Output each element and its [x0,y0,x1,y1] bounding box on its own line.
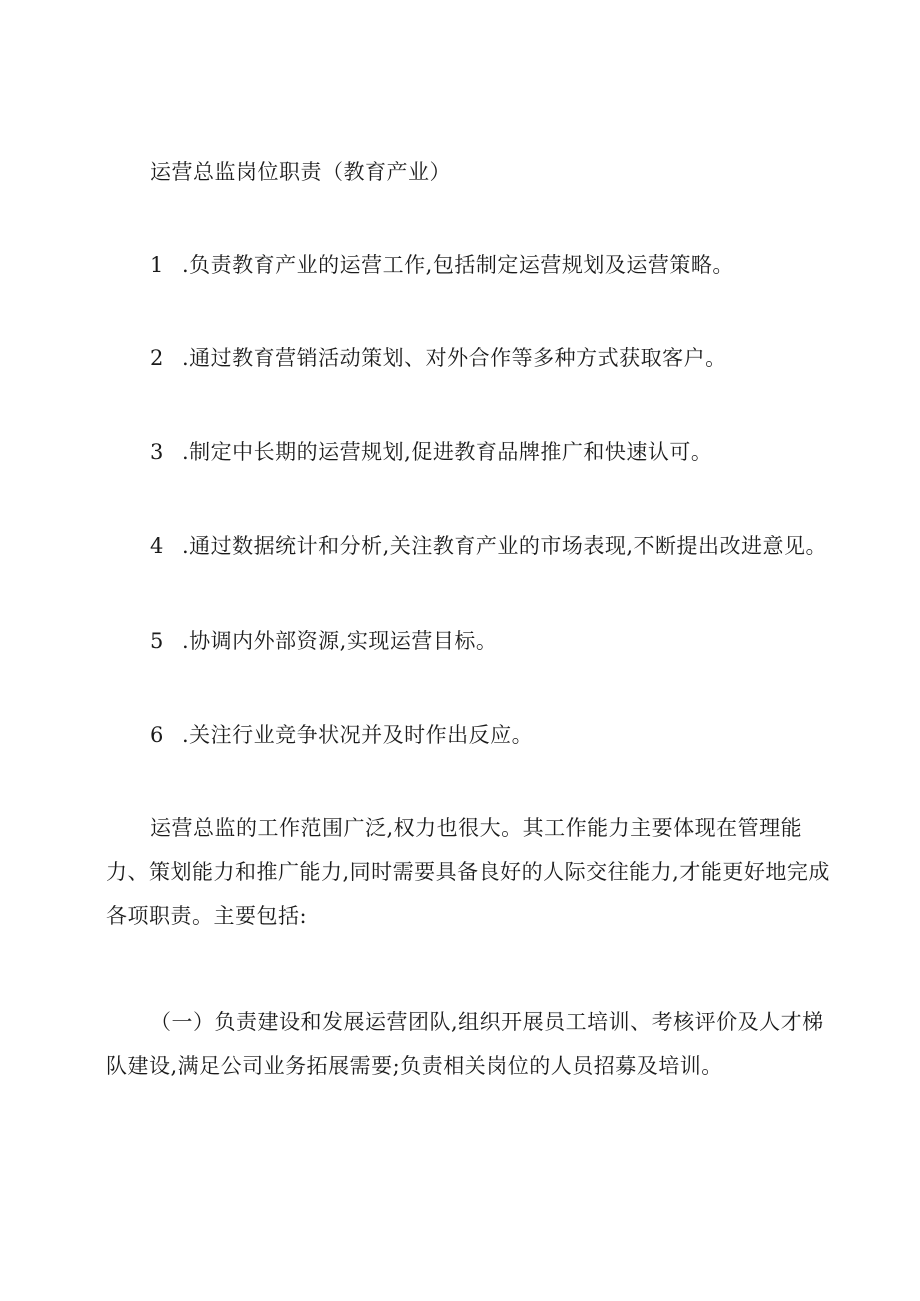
list-item [150,438,712,466]
list-item-text: .协调内外部资源,实现运营目标。 [182,629,498,653]
list-item [150,344,727,372]
list-item-text: .通过数据统计和分析,关注教育产业的市场表现,不断提出改进意见。 [182,534,828,558]
list-item-number: 2 [150,346,164,370]
list-item [150,721,533,749]
document-title: 运营总监岗位职责（教育产业） [150,160,451,184]
list-item-number: 5 [150,629,164,653]
list-item-number: 1 [150,253,164,277]
list-item-text: .制定中长期的运营规划,促进教育品牌推广和快速认可。 [182,440,713,464]
section-paragraph: （一）负责建设和发展运营团队,组织开展员工培训、考核评价及人才梯队建设,满足公司业务拓展需要;负责相关岗位的人员招募及培训。 [106,1010,824,1078]
list-item-text: .通过教育营销活动策划、对外合作等多种方式获取客户。 [182,346,727,370]
list-item [150,251,734,279]
list-item-number: 3 [150,440,164,464]
list-item [150,532,827,560]
list-item [150,627,497,655]
list-item-text: .关注行业竞争状况并及时作出反应。 [182,723,534,747]
list-item-text: .负责教育产业的运营工作,包括制定运营规划及运营策略。 [182,253,734,277]
list-item-number: 6 [150,723,164,747]
list-item-number: 4 [150,534,164,558]
body-paragraph: 运营总监的工作范围广泛,权力也很大。其工作能力主要体现在管理能力、策划能力和推广能力,同时需要具备良好的人际交往能力,才能更好地完成各项职责。主要包括: [106,816,830,928]
